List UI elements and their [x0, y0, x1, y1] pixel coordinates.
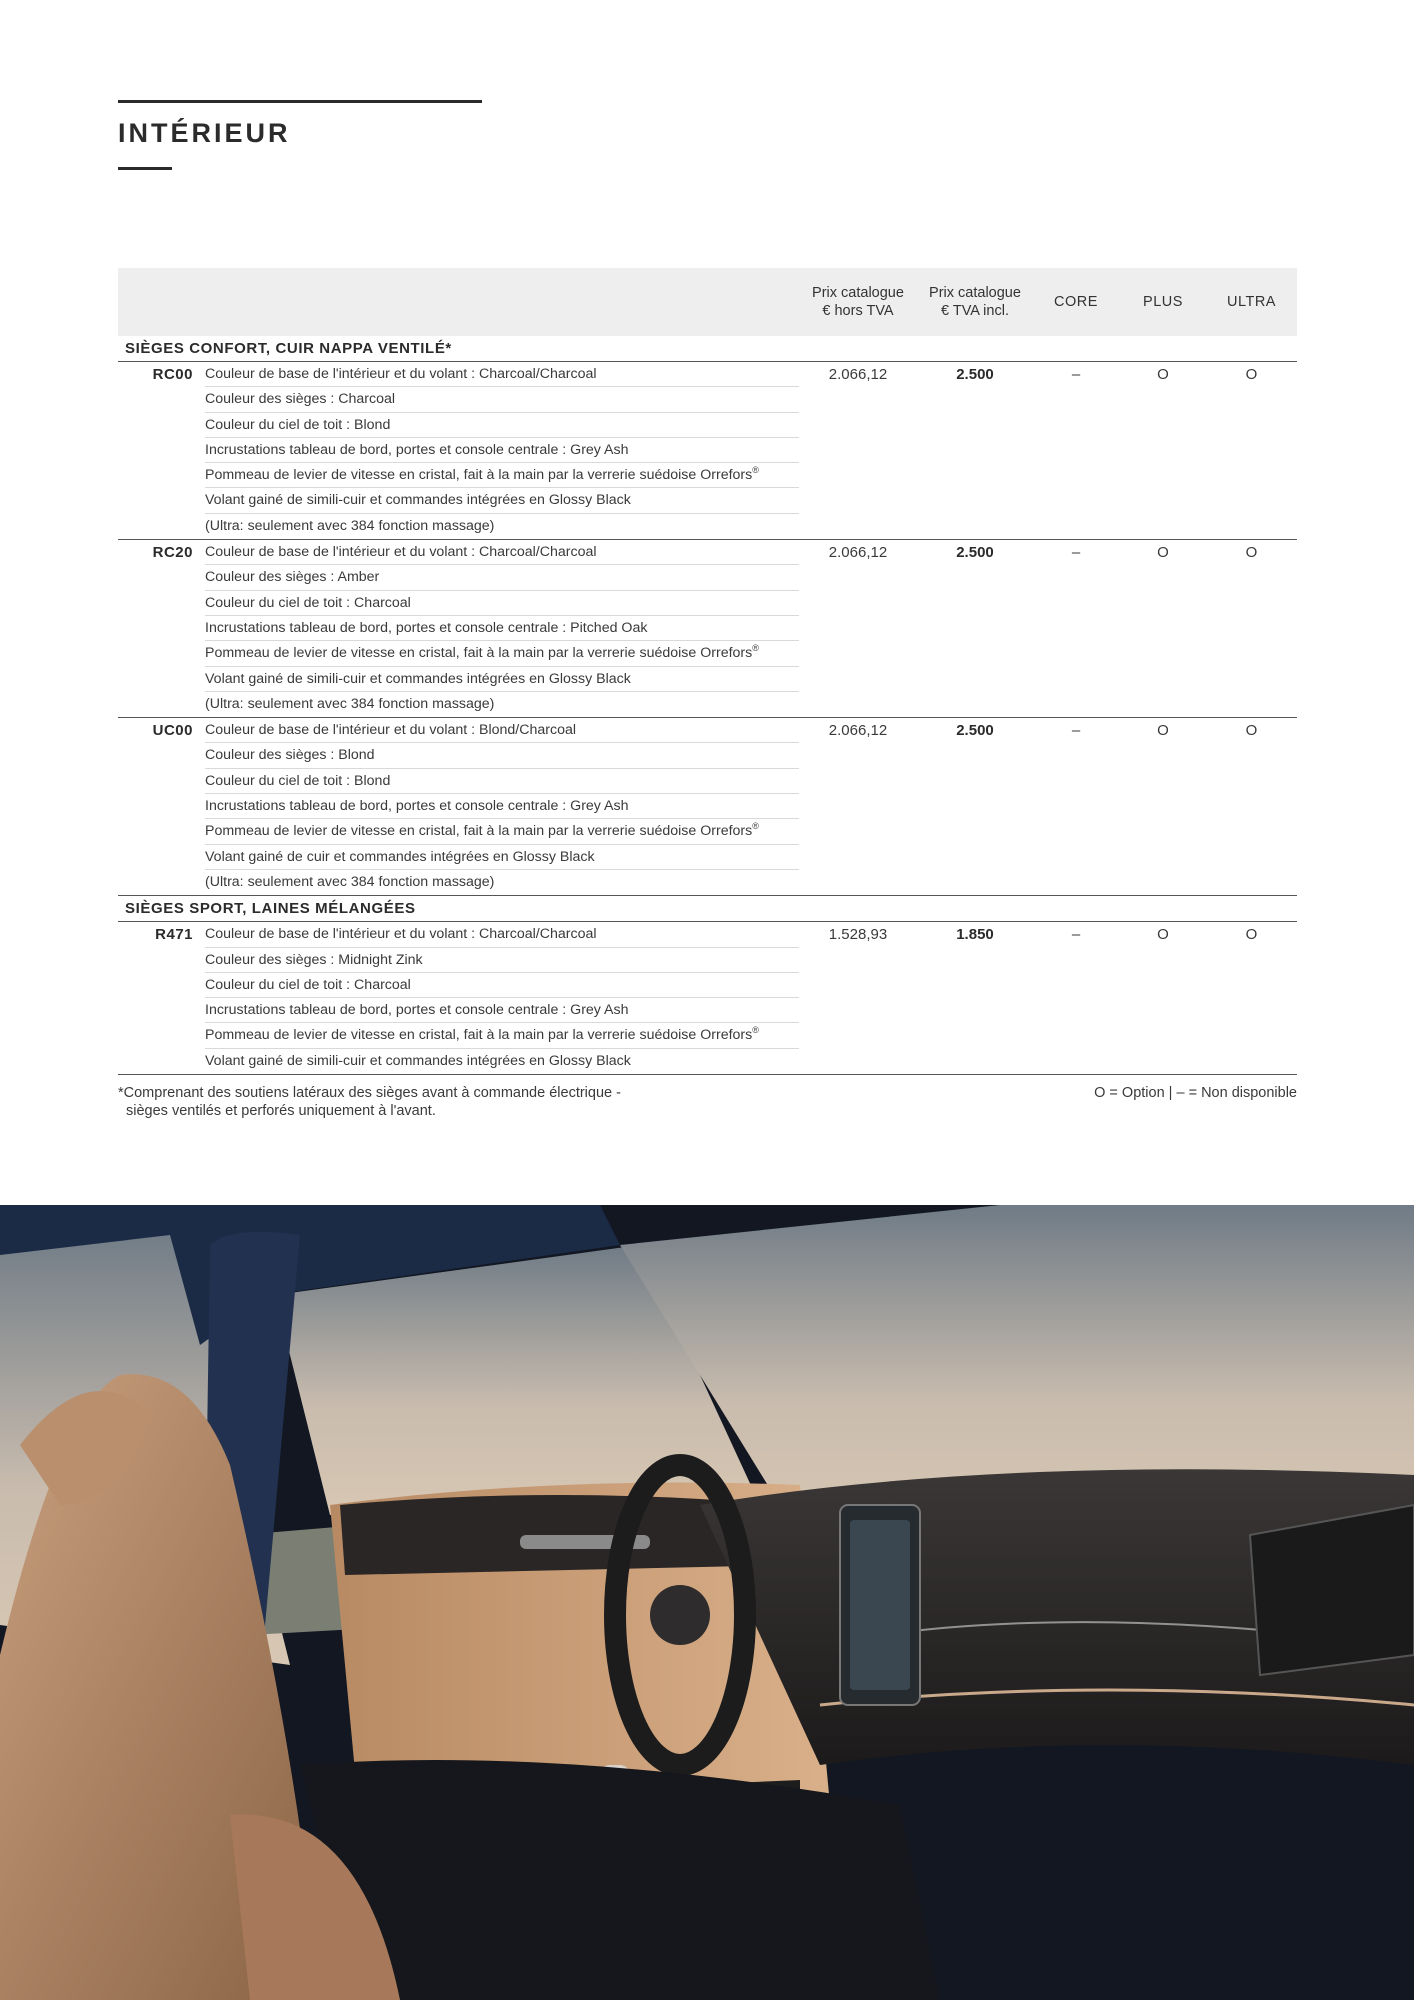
- description-line: [205, 973, 799, 998]
- description-line: [205, 948, 799, 973]
- price-excl-vat: 1.528,93: [828, 926, 888, 944]
- option-description: [205, 362, 799, 539]
- description-text: Volant gainé de simili-cuir et commandes intégrées en Glossy Black: [205, 492, 631, 509]
- table-body: [118, 336, 1297, 1075]
- description-line: [205, 718, 799, 743]
- header-price-excl-vat: Prix catalogue € hors TVA: [812, 285, 904, 319]
- description-text: Pommeau de levier de vitesse en cristal, fait à la main par la verrerie suédoise Orrefors: [205, 645, 753, 662]
- ultra-availability: O: [1245, 926, 1258, 944]
- description-text: Couleur de base de l'intérieur et du volant : Charcoal/Charcoal: [205, 544, 597, 561]
- price-incl-vat: 2.500: [956, 544, 994, 562]
- description-line: [205, 514, 799, 539]
- ultra-availability: O: [1245, 366, 1258, 383]
- car-interior-illustration: [0, 1205, 1414, 2000]
- description-line: [205, 413, 799, 438]
- price-incl-vat: 2.500: [956, 366, 994, 383]
- registered-mark: ®: [752, 465, 759, 476]
- footnote-line-1: *Comprenant des soutiens latéraux des sièges avant à commande électrique -: [118, 1085, 621, 1101]
- plus-availability: O: [1157, 926, 1169, 944]
- description-text: Volant gainé de simili-cuir et commandes intégrées en Glossy Black: [205, 670, 631, 687]
- option-code: RC20: [152, 544, 193, 562]
- description-text: Couleur de base de l'intérieur et du volant : Blond/Charcoal: [205, 722, 577, 739]
- page-title: INTÉRIEUR: [118, 118, 291, 148]
- description-text: Pommeau de levier de vitesse en cristal, fait à la main par la verrerie suédoise Orrefors: [205, 467, 753, 484]
- description-line: [205, 998, 799, 1023]
- option-description: [205, 922, 799, 1074]
- description-text: Couleur du ciel de toit : Blond: [205, 416, 391, 433]
- price-excl-vat: 2.066,12: [828, 366, 888, 383]
- legend: O = Option | – = Non disponible: [1094, 1085, 1297, 1101]
- description-line: [205, 362, 799, 387]
- description-text: Couleur des sièges : Charcoal: [205, 391, 396, 408]
- registered-mark: ®: [752, 821, 759, 832]
- description-line: [205, 438, 799, 463]
- description-text: Couleur des sièges : Amber: [205, 569, 380, 586]
- description-line: [205, 565, 799, 590]
- description-line: [205, 667, 799, 692]
- description-line: [205, 743, 799, 768]
- table-header: [118, 268, 1297, 336]
- description-line: [205, 591, 799, 616]
- description-text: Couleur de base de l'intérieur et du volant : Charcoal/Charcoal: [205, 926, 597, 943]
- description-text: Incrustations tableau de bord, portes et console centrale : Grey Ash: [205, 441, 629, 458]
- footnote: [118, 1084, 678, 1120]
- description-line: [205, 1049, 799, 1074]
- ultra-availability: O: [1245, 722, 1258, 740]
- description-line: [205, 1023, 799, 1048]
- ultra-availability: O: [1245, 544, 1258, 562]
- core-availability: –: [1071, 544, 1081, 562]
- description-text: Couleur des sièges : Midnight Zink: [205, 951, 423, 968]
- option-group-r471: [118, 922, 1297, 1075]
- car-interior-photo: [0, 1205, 1414, 2000]
- option-code: R471: [155, 926, 193, 944]
- core-availability: –: [1071, 926, 1081, 944]
- plus-availability: O: [1157, 366, 1169, 383]
- description-text: (Ultra: seulement avec 384 fonction massage): [205, 873, 495, 890]
- option-group-uc00: [118, 718, 1297, 896]
- description-text: (Ultra: seulement avec 384 fonction massage): [205, 695, 495, 712]
- description-text: Pommeau de levier de vitesse en cristal, fait à la main par la verrerie suédoise Orrefors: [205, 823, 753, 840]
- option-description: [205, 718, 799, 895]
- price-excl-vat: 2.066,12: [828, 722, 888, 740]
- core-availability: –: [1071, 366, 1081, 383]
- option-group-rc20: [118, 540, 1297, 718]
- option-description: [205, 540, 799, 717]
- core-availability: –: [1071, 722, 1081, 740]
- description-line: [205, 641, 799, 666]
- header-price-incl-vat: Prix catalogue € TVA incl.: [929, 285, 1021, 319]
- registered-mark: ®: [752, 1025, 759, 1036]
- registered-mark: ®: [752, 643, 759, 654]
- description-text: Incrustations tableau de bord, portes et console centrale : Pitched Oak: [205, 619, 648, 636]
- description-text: Couleur du ciel de toit : Blond: [205, 772, 391, 789]
- description-line: [205, 692, 799, 717]
- description-line: [205, 488, 799, 513]
- description-line: [205, 922, 799, 947]
- price-incl-vat: 2.500: [956, 722, 994, 740]
- description-line: [205, 387, 799, 412]
- title-underline: [118, 167, 172, 170]
- option-code: UC00: [152, 722, 193, 740]
- plus-availability: O: [1157, 544, 1169, 562]
- top-rule: [118, 100, 482, 103]
- description-line: [205, 463, 799, 488]
- options-table: [118, 268, 1297, 1075]
- description-line: [205, 769, 799, 794]
- description-line: [205, 794, 799, 819]
- description-text: Volant gainé de simili-cuir et commandes intégrées en Glossy Black: [205, 1052, 631, 1069]
- description-line: [205, 819, 799, 844]
- section-heading: SIÈGES CONFORT, CUIR NAPPA VENTILÉ*: [118, 336, 1297, 362]
- header-plus: PLUS: [1143, 294, 1183, 310]
- price-incl-vat: 1.850: [956, 926, 994, 944]
- description-line: [205, 870, 799, 895]
- header-ultra: ULTRA: [1227, 294, 1276, 310]
- description-text: Couleur du ciel de toit : Charcoal: [205, 594, 411, 611]
- section-heading: SIÈGES SPORT, LAINES MÉLANGÉES: [118, 896, 1297, 922]
- header-core: CORE: [1054, 294, 1098, 310]
- description-text: Pommeau de levier de vitesse en cristal, fait à la main par la verrerie suédoise Orrefors: [205, 1027, 753, 1044]
- option-code: RC00: [152, 366, 193, 383]
- description-text: Couleur des sièges : Blond: [205, 747, 375, 764]
- description-text: Volant gainé de cuir et commandes intégrées en Glossy Black: [205, 848, 595, 865]
- description-text: (Ultra: seulement avec 384 fonction massage): [205, 517, 495, 534]
- option-group-rc00: [118, 362, 1297, 540]
- footnote-line-2: sièges ventilés et perforés uniquement à l'avant.: [126, 1103, 436, 1119]
- description-text: Couleur de base de l'intérieur et du volant : Charcoal/Charcoal: [205, 366, 597, 382]
- description-line: [205, 616, 799, 641]
- description-text: Incrustations tableau de bord, portes et console centrale : Grey Ash: [205, 1002, 629, 1019]
- description-line: [205, 540, 799, 565]
- description-text: Couleur du ciel de toit : Charcoal: [205, 976, 411, 993]
- description-line: [205, 845, 799, 870]
- description-text: Incrustations tableau de bord, portes et console centrale : Grey Ash: [205, 798, 629, 815]
- price-excl-vat: 2.066,12: [828, 544, 888, 562]
- plus-availability: O: [1157, 722, 1169, 740]
